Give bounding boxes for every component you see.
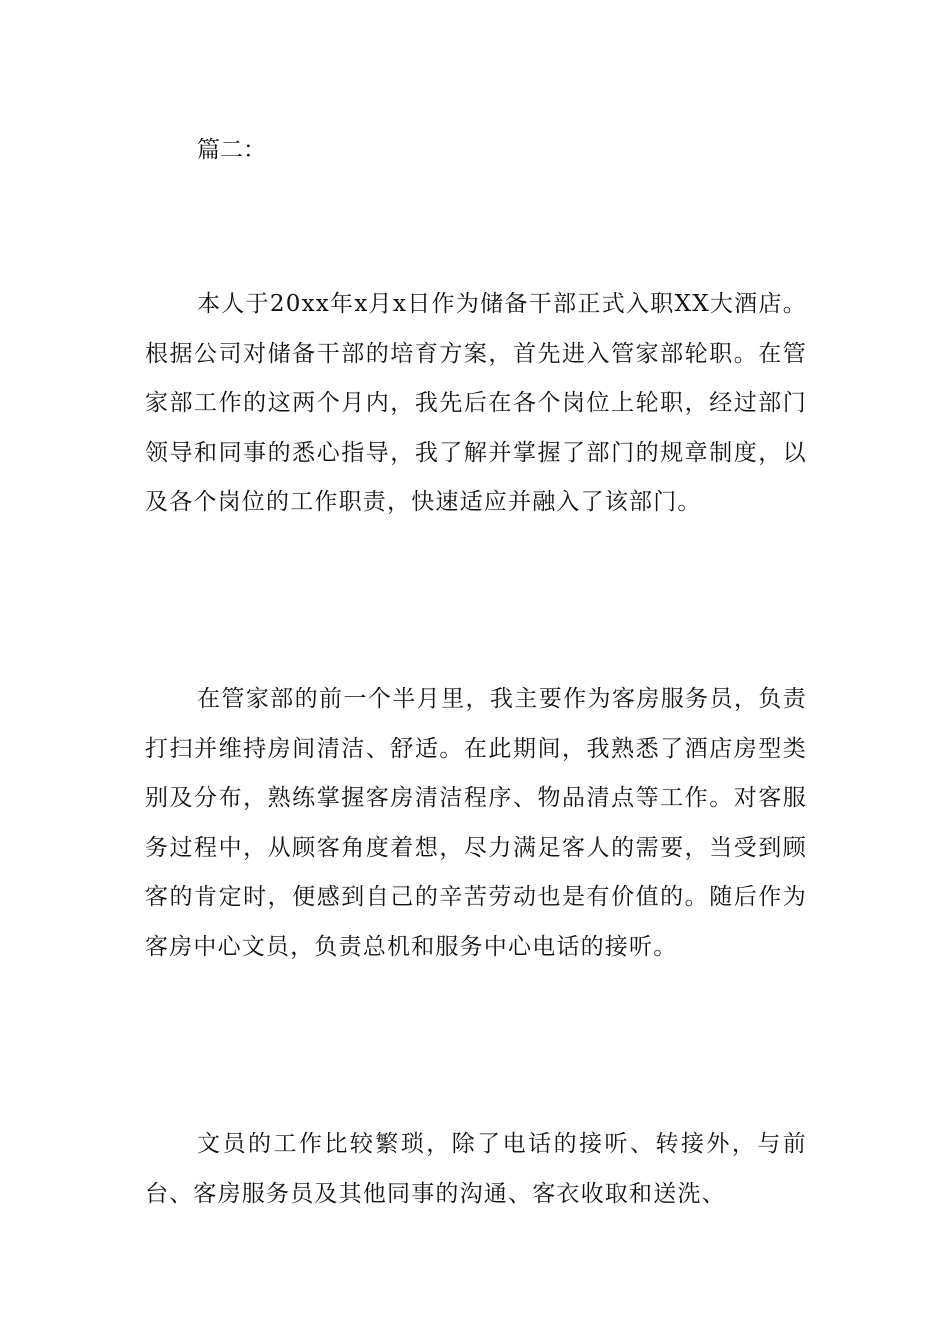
- paragraph-1: 本人于20xx年x月x日作为储备干部正式入职XX大酒店。根据公司对储备干部的培育方案，首先进入管家部轮职。在管家部工作的这两个月内，我先后在各个岗位上轮职，经过部门领导和同事的悉心指导，我了解并掌握了部门的规章制度，以及各个岗位的工作职责，快速适应并融入了该部门。: [145, 291, 807, 515]
- paragraph-2: 在管家部的前一个半月里，我主要作为客房服务员，负责打扫并维持房间清洁、舒适。在此期间，我熟悉了酒店房型类别及分布，熟练掌握客房清洁程序、物品清点等工作。对客服务过程中，从顾客角度着想，尽力满足客人的需要，当受到顾客的肯定时，便感到自己的辛苦劳动也是有价值的。随后作为客房中心文员，负责总机和服务中心电话的接听。: [145, 686, 807, 960]
- paragraph-3: 文员的工作比较繁琐，除了电话的接听、转接外，与前台、客房服务员及其他同事的沟通、客衣收取和送洗、: [145, 1131, 807, 1207]
- section-title: 篇二：: [197, 137, 266, 163]
